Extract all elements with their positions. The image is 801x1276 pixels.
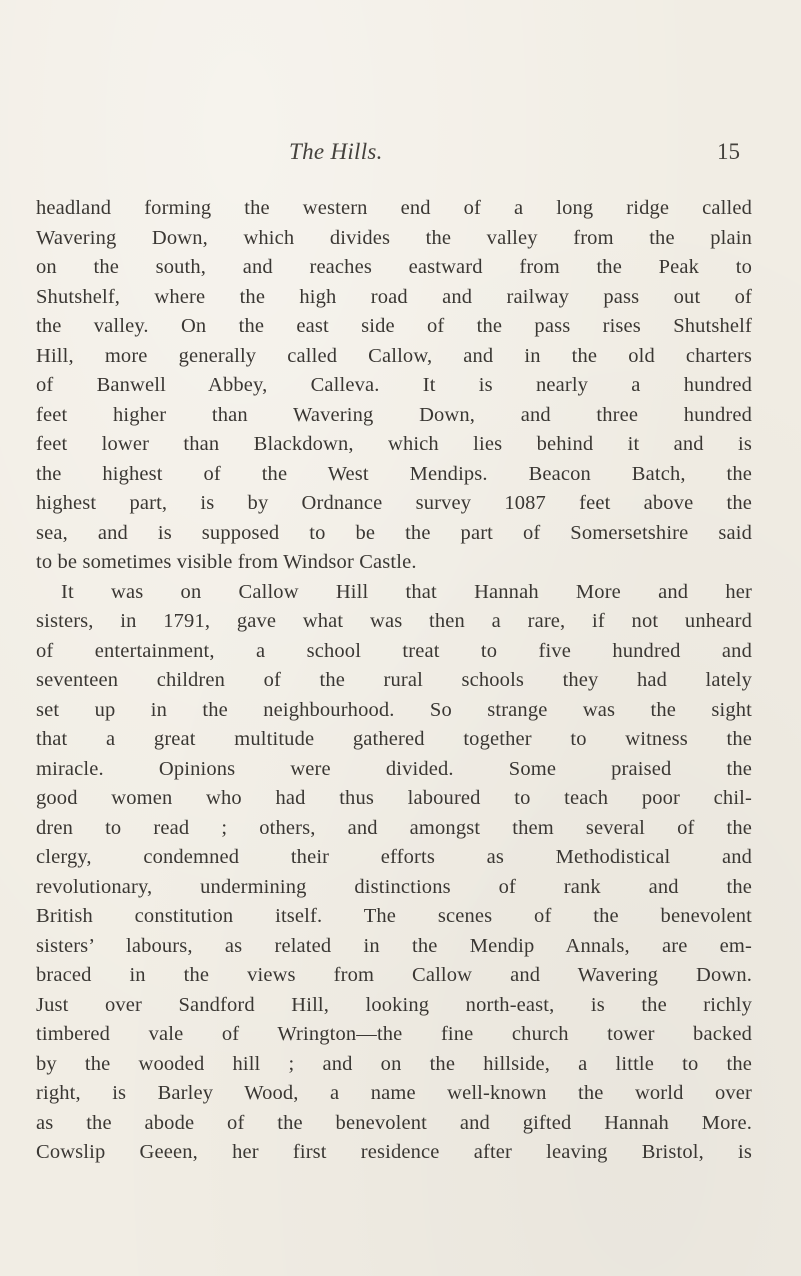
text-line: feet higher than Wavering Down, and three hundred: [36, 403, 752, 426]
text-line: British constitution itself. The scenes of the benevolent: [36, 905, 752, 927]
text-line: headland forming the western end of a long ridge called: [36, 197, 752, 219]
text-line: highest part, is by Ordnance survey 1087 feet above the: [36, 492, 752, 514]
text-line: timbered vale of Wrington—the fine church tower backed: [36, 1023, 752, 1045]
text-line: sea, and is supposed to be the part of Somersetshire said: [36, 521, 752, 544]
text-line: Just over Sandford Hill, looking north-east, is the richly: [36, 993, 752, 1016]
text-line: of entertainment, a school treat to five hundred and: [36, 639, 752, 662]
body-text: [36, 194, 752, 1168]
text-line: on the south, and reaches eastward from the Peak to: [36, 256, 752, 278]
text-line: Wavering Down, which divides the valley from the plain: [36, 226, 752, 249]
text-line: that a great multitude gathered together to witness the: [36, 728, 752, 750]
text-line: clergy, condemned their efforts as Methodistical and: [36, 846, 752, 868]
text-line: Shutshelf, where the high road and railway pass out of: [36, 285, 752, 308]
text-line: dren to read ; others, and amongst them several of the: [36, 816, 752, 839]
text-line: Cowslip Geeen, her first residence after leaving Bristol, is: [36, 1141, 752, 1163]
text-line: good women who had thus laboured to teach poor chil-: [36, 787, 752, 809]
text-line: set up in the neighbourhood. So strange was the sight: [36, 698, 752, 721]
text-line: of Banwell Abbey, Calleva. It is nearly a hundred: [36, 374, 752, 396]
text-line: feet lower than Blackdown, which lies behind it and is: [36, 433, 752, 455]
text-line: sisters’ labours, as related in the Mendip Annals, are em-: [36, 934, 752, 957]
text-line: as the abode of the benevolent and gifted Hannah More.: [36, 1111, 752, 1134]
text-line: right, is Barley Wood, a name well-known the world over: [36, 1082, 752, 1104]
text-line: sisters, in 1791, gave what was then a rare, if not unheard: [36, 610, 752, 632]
paragraph-start-line: It was on Callow Hill that Hannah More and her: [61, 580, 752, 603]
text-line: braced in the views from Callow and Wavering Down.: [36, 964, 752, 986]
text-line: Hill, more generally called Callow, and in the old charters: [36, 344, 752, 367]
text-line: miracle. Opinions were divided. Some praised the: [36, 757, 752, 780]
page-number: 15: [717, 139, 740, 164]
page-header: [0, 139, 801, 173]
text-line: revolutionary, undermining distinctions of rank and the: [36, 875, 752, 898]
running-title: The Hills.: [289, 139, 383, 164]
text-line: the highest of the West Mendips. Beacon Batch, the: [36, 462, 752, 485]
text-line: to be sometimes visible from Windsor Castle.: [36, 551, 417, 573]
text-line: the valley. On the east side of the pass rises Shutshelf: [36, 315, 752, 337]
text-line: by the wooded hill ; and on the hillside, a little to the: [36, 1052, 752, 1075]
text-line: seventeen children of the rural schools they had lately: [36, 669, 752, 691]
